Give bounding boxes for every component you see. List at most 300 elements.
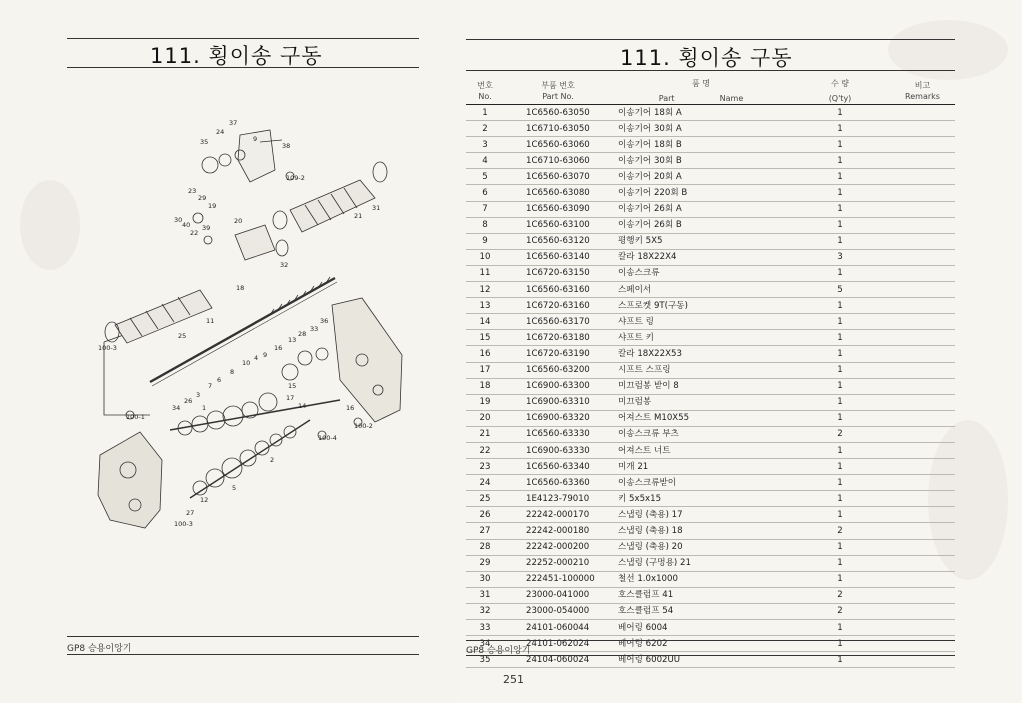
row-no: 25 xyxy=(466,491,504,507)
table-row xyxy=(466,185,955,201)
callout-label: 26 xyxy=(184,397,193,405)
row-part-number: 24101-062024 xyxy=(504,636,612,652)
row-part-name: 스냅링 (축용) 18 xyxy=(612,523,790,539)
row-remarks xyxy=(890,587,955,603)
row-no: 12 xyxy=(466,282,504,298)
callout-label: 16 xyxy=(274,344,283,352)
header-part-no-ko: 부품 번호 xyxy=(541,81,575,90)
row-quantity: 1 xyxy=(790,346,890,362)
callout-label: 18 xyxy=(236,284,245,292)
table-row xyxy=(466,346,955,362)
row-remarks xyxy=(890,298,955,314)
row-part-name: 어져스트 M10X55 xyxy=(612,410,790,426)
row-part-name: 시프트 스프링 xyxy=(612,362,790,378)
row-part-number: 1C6560-63170 xyxy=(504,314,612,330)
ref-code-label: 109-2 xyxy=(286,174,305,182)
row-part-number: 1C6720-63180 xyxy=(504,330,612,346)
table-row xyxy=(466,314,955,330)
row-quantity: 1 xyxy=(790,298,890,314)
callout-label: 4 xyxy=(254,354,259,362)
row-no: 31 xyxy=(466,587,504,603)
row-quantity: 2 xyxy=(790,587,890,603)
callout-label: 7 xyxy=(208,382,213,390)
page-smudge xyxy=(20,180,80,270)
row-part-name: 칼라 18X22X4 xyxy=(612,249,790,265)
row-quantity: 1 xyxy=(790,442,890,458)
callout-label: 37 xyxy=(229,119,238,127)
row-part-number: 1C6560-63340 xyxy=(504,459,612,475)
row-part-number: 23000-054000 xyxy=(504,603,612,619)
callout-label: 24 xyxy=(216,128,225,136)
row-quantity: 1 xyxy=(790,394,890,410)
row-remarks xyxy=(890,282,955,298)
ref-code-label: 100-2 xyxy=(354,422,373,430)
row-no: 28 xyxy=(466,539,504,555)
page-smudge xyxy=(888,20,1008,80)
row-remarks xyxy=(890,636,955,652)
callout-label: 32 xyxy=(280,261,289,269)
row-remarks xyxy=(890,475,955,491)
row-remarks xyxy=(890,539,955,555)
row-no: 33 xyxy=(466,620,504,636)
callout-label: 6 xyxy=(217,376,222,384)
row-quantity: 1 xyxy=(790,378,890,394)
row-part-number: 1C6720-63190 xyxy=(504,346,612,362)
callout-label: 39 xyxy=(202,224,211,232)
row-remarks xyxy=(890,507,955,523)
callout-label: 2 xyxy=(270,456,275,464)
callout-label: 27 xyxy=(186,509,195,517)
row-remarks xyxy=(890,620,955,636)
row-part-number: 1C6560-63200 xyxy=(504,362,612,378)
callout-label: 9 xyxy=(253,135,258,143)
row-quantity: 1 xyxy=(790,539,890,555)
row-remarks xyxy=(890,459,955,475)
footer-rule-bottom xyxy=(67,654,419,655)
row-quantity: 1 xyxy=(790,330,890,346)
row-part-number: 1C6560-63080 xyxy=(504,185,612,201)
callout-label: 20 xyxy=(234,217,243,225)
row-part-number: 24101-060044 xyxy=(504,620,612,636)
header-no xyxy=(466,78,504,105)
table-row xyxy=(466,265,955,281)
row-remarks xyxy=(890,153,955,169)
row-quantity: 1 xyxy=(790,169,890,185)
left-page-footer: GP8 승용이앙기 xyxy=(67,644,132,654)
row-quantity: 1 xyxy=(790,620,890,636)
row-quantity: 1 xyxy=(790,153,890,169)
row-no: 24 xyxy=(466,475,504,491)
table-row xyxy=(466,394,955,410)
callout-label: 19 xyxy=(208,202,217,210)
callout-label: 10 xyxy=(242,359,251,367)
row-part-number: 1C6560-63360 xyxy=(504,475,612,491)
table-row xyxy=(466,201,955,217)
row-part-number: 1E4123-79010 xyxy=(504,491,612,507)
title-rule-bottom xyxy=(466,70,955,71)
table-row xyxy=(466,233,955,249)
callout-label: 9 xyxy=(263,351,268,359)
header-qty xyxy=(790,78,890,105)
row-remarks xyxy=(890,603,955,619)
callout-label: 11 xyxy=(206,317,215,325)
row-no: 17 xyxy=(466,362,504,378)
row-no: 34 xyxy=(466,636,504,652)
row-part-name: 키 5x5x15 xyxy=(612,491,790,507)
table-header-row xyxy=(466,78,955,105)
row-remarks xyxy=(890,233,955,249)
table-row xyxy=(466,282,955,298)
hose-clamp xyxy=(273,211,287,229)
footer-rule-top xyxy=(466,640,955,641)
row-part-number: 1C6560-63140 xyxy=(504,249,612,265)
row-part-number: 23000-041000 xyxy=(504,587,612,603)
callout-label: 12 xyxy=(200,496,209,504)
header-name-en-part: Part xyxy=(658,94,675,103)
table-row xyxy=(466,571,955,587)
row-no: 10 xyxy=(466,249,504,265)
callout-label: 14 xyxy=(298,402,307,410)
header-no-en: No. xyxy=(478,92,492,101)
row-quantity: 1 xyxy=(790,105,890,121)
header-name-ko: 품 명 xyxy=(692,79,710,88)
row-remarks xyxy=(890,346,955,362)
row-quantity: 3 xyxy=(790,249,890,265)
row-part-name: 이송기어 18회 A xyxy=(612,105,790,121)
row-quantity: 1 xyxy=(790,475,890,491)
header-part-no-en: Part No. xyxy=(542,92,574,101)
row-quantity: 1 xyxy=(790,201,890,217)
row-remarks xyxy=(890,265,955,281)
title-rule-bottom xyxy=(67,67,419,68)
table-row xyxy=(466,249,955,265)
table-row xyxy=(466,491,955,507)
row-part-number: 1C6720-63160 xyxy=(504,298,612,314)
ref-code-label: 100-3 xyxy=(98,344,117,352)
left-page-title: 111. 횡이송 구동 xyxy=(150,44,323,68)
table-row xyxy=(466,507,955,523)
callout-label: 5 xyxy=(232,484,237,492)
table-row xyxy=(466,603,955,619)
row-quantity: 1 xyxy=(790,233,890,249)
callout-label: 3 xyxy=(196,391,201,399)
row-remarks xyxy=(890,105,955,121)
ref-code-label: 100-1 xyxy=(126,413,145,421)
table-row xyxy=(466,555,955,571)
header-qty-en: (Q'ty) xyxy=(828,94,852,103)
row-no: 3 xyxy=(466,137,504,153)
transmission-shaft xyxy=(170,400,340,430)
callout-label: 40 xyxy=(182,221,191,229)
ref-code-label: 100-3 xyxy=(174,520,193,528)
row-no: 7 xyxy=(466,201,504,217)
gear-stack-upper xyxy=(178,348,328,435)
row-part-number: 24104-060024 xyxy=(504,652,612,668)
footer-rule-bottom xyxy=(466,655,955,656)
right-page-footer: GP8 승용이앙기 xyxy=(466,646,531,656)
row-quantity: 1 xyxy=(790,362,890,378)
callout-label: 38 xyxy=(282,142,291,150)
table-row xyxy=(466,121,955,137)
row-part-name: 칼라 18X22X53 xyxy=(612,346,790,362)
row-remarks xyxy=(890,330,955,346)
table-row xyxy=(466,105,955,121)
table-row xyxy=(466,362,955,378)
row-quantity: 1 xyxy=(790,410,890,426)
row-no: 9 xyxy=(466,233,504,249)
row-quantity: 1 xyxy=(790,652,890,668)
row-no: 1 xyxy=(466,105,504,121)
row-no: 8 xyxy=(466,217,504,233)
screw-boot-lower xyxy=(105,290,215,343)
row-part-name: 미끄럼봉 받이 8 xyxy=(612,378,790,394)
row-part-number: 1C6900-63300 xyxy=(504,378,612,394)
row-part-number: 222451-100000 xyxy=(504,571,612,587)
row-part-number: 1C6900-63330 xyxy=(504,442,612,458)
row-part-name: 베어링 6002UU xyxy=(612,652,790,668)
row-remarks xyxy=(890,169,955,185)
row-part-name: 베어링 6202 xyxy=(612,636,790,652)
row-remarks xyxy=(890,523,955,539)
callout-label: 25 xyxy=(178,332,187,340)
transmission-case xyxy=(98,432,162,528)
row-quantity: 1 xyxy=(790,507,890,523)
row-quantity: 5 xyxy=(790,282,890,298)
row-no: 6 xyxy=(466,185,504,201)
gear-housing-cover xyxy=(332,298,402,422)
row-part-name: 어져스트 너트 xyxy=(612,442,790,458)
row-no: 35 xyxy=(466,652,504,668)
row-remarks xyxy=(890,249,955,265)
row-remarks xyxy=(890,555,955,571)
row-remarks xyxy=(890,571,955,587)
header-qty-ko: 수 량 xyxy=(831,79,849,88)
table-row xyxy=(466,620,955,636)
row-part-name: 이송기어 26회 B xyxy=(612,217,790,233)
row-part-number: 1C6710-63050 xyxy=(504,121,612,137)
row-part-name: 미개 21 xyxy=(612,459,790,475)
header-no-ko: 번호 xyxy=(477,81,493,90)
title-rule-top xyxy=(466,39,955,40)
row-part-name: 이송기어 26회 A xyxy=(612,201,790,217)
table-row xyxy=(466,410,955,426)
row-remarks xyxy=(890,410,955,426)
row-part-name: 호스클럼프 41 xyxy=(612,587,790,603)
row-part-name: 이송기어 220회 B xyxy=(612,185,790,201)
row-no: 27 xyxy=(466,523,504,539)
row-no: 4 xyxy=(466,153,504,169)
right-page-title: 111. 횡이송 구동 xyxy=(620,46,793,70)
page-number: 251 xyxy=(503,673,524,686)
row-part-name: 미끄럼봉 xyxy=(612,394,790,410)
row-remarks xyxy=(890,201,955,217)
row-part-number: 1C6560-63330 xyxy=(504,426,612,442)
row-remarks xyxy=(890,442,955,458)
row-quantity: 1 xyxy=(790,217,890,233)
row-remarks xyxy=(890,185,955,201)
table-row xyxy=(466,426,955,442)
bearing-ring xyxy=(219,154,231,166)
table-row xyxy=(466,442,955,458)
row-quantity: 2 xyxy=(790,603,890,619)
screw-boot-upper xyxy=(290,162,387,232)
row-no: 16 xyxy=(466,346,504,362)
row-part-number: 22252-000210 xyxy=(504,555,612,571)
row-part-number: 1C6560-63090 xyxy=(504,201,612,217)
row-part-name: 철선 1.0x1000 xyxy=(612,571,790,587)
callout-label: 21 xyxy=(354,212,363,220)
row-part-number: 1C6900-63310 xyxy=(504,394,612,410)
table-row xyxy=(466,378,955,394)
row-quantity: 1 xyxy=(790,555,890,571)
header-remarks xyxy=(890,78,955,105)
callout-label: 13 xyxy=(288,336,297,344)
row-part-name: 이송기어 30회 B xyxy=(612,153,790,169)
row-no: 23 xyxy=(466,459,504,475)
header-part-no xyxy=(504,78,612,105)
row-quantity: 1 xyxy=(790,314,890,330)
table-row xyxy=(466,459,955,475)
bearing-ring xyxy=(202,157,218,173)
table-row xyxy=(466,523,955,539)
callout-label: 31 xyxy=(372,204,381,212)
row-quantity: 1 xyxy=(790,459,890,475)
table-row xyxy=(466,539,955,555)
row-part-number: 1C6560-63100 xyxy=(504,217,612,233)
row-part-name: 이송기어 30회 A xyxy=(612,121,790,137)
row-no: 5 xyxy=(466,169,504,185)
exploded-parts-diagram xyxy=(90,110,420,540)
ref-code-label: 100-4 xyxy=(318,434,337,442)
callout-label: 30 xyxy=(174,216,183,224)
row-part-name: 샤프트 키 xyxy=(612,330,790,346)
row-part-name: 이송스크류받이 xyxy=(612,475,790,491)
parts-table-body xyxy=(466,105,955,668)
row-part-name: 스냅링 (축용) 20 xyxy=(612,539,790,555)
lower-shaft xyxy=(190,420,310,498)
row-remarks xyxy=(890,217,955,233)
title-rule-top xyxy=(67,38,419,39)
row-part-name: 베어링 6004 xyxy=(612,620,790,636)
row-part-number: 1C6560-63050 xyxy=(504,105,612,121)
row-part-number: 22242-000180 xyxy=(504,523,612,539)
row-remarks xyxy=(890,362,955,378)
row-part-name: 평행키 5X5 xyxy=(612,233,790,249)
callout-label: 8 xyxy=(230,368,235,376)
row-part-name: 이송기어 18회 B xyxy=(612,137,790,153)
callout-label: 1 xyxy=(202,404,207,412)
row-part-number: 1C6710-63060 xyxy=(504,153,612,169)
row-part-name: 스페이서 xyxy=(612,282,790,298)
callout-label: 35 xyxy=(200,138,209,146)
row-quantity: 2 xyxy=(790,426,890,442)
row-no: 2 xyxy=(466,121,504,137)
row-remarks xyxy=(890,137,955,153)
row-quantity: 1 xyxy=(790,121,890,137)
row-part-name: 호스클럼프 54 xyxy=(612,603,790,619)
callout-label: 22 xyxy=(190,229,199,237)
table-row xyxy=(466,587,955,603)
callout-label: 33 xyxy=(310,325,319,333)
parts-table xyxy=(466,78,955,668)
row-quantity: 2 xyxy=(790,523,890,539)
row-quantity: 1 xyxy=(790,491,890,507)
header-name xyxy=(612,78,790,105)
screw-support xyxy=(235,225,275,260)
row-part-name: 이송스크류 부츠 xyxy=(612,426,790,442)
washer xyxy=(204,236,212,244)
row-part-name: 스프로켓 9T(구동) xyxy=(612,298,790,314)
callout-label: 28 xyxy=(298,330,307,338)
header-name-en-name: Name xyxy=(719,94,744,103)
row-part-name: 스냅링 (구멍용) 21 xyxy=(612,555,790,571)
table-row xyxy=(466,153,955,169)
row-remarks xyxy=(890,121,955,137)
row-part-number: 1C6560-63060 xyxy=(504,137,612,153)
row-remarks xyxy=(890,394,955,410)
row-part-number: 1C6900-63320 xyxy=(504,410,612,426)
hose-clamp xyxy=(276,240,288,256)
table-row xyxy=(466,330,955,346)
row-no: 30 xyxy=(466,571,504,587)
row-remarks xyxy=(890,314,955,330)
row-remarks xyxy=(890,491,955,507)
diagram-frame-line xyxy=(104,342,150,415)
row-no: 13 xyxy=(466,298,504,314)
table-row xyxy=(466,217,955,233)
washer xyxy=(193,213,203,223)
row-no: 20 xyxy=(466,410,504,426)
table-row xyxy=(466,169,955,185)
row-quantity: 1 xyxy=(790,185,890,201)
header-remarks-ko: 비고 xyxy=(914,81,931,90)
row-quantity: 1 xyxy=(790,137,890,153)
row-remarks xyxy=(890,378,955,394)
row-remarks xyxy=(890,426,955,442)
row-quantity: 1 xyxy=(790,265,890,281)
row-part-number: 22242-000200 xyxy=(504,539,612,555)
callout-label: 15 xyxy=(288,382,297,390)
table-row xyxy=(466,636,955,652)
left-page xyxy=(0,0,458,703)
header-remarks-en: Remarks xyxy=(905,92,940,101)
row-no: 21 xyxy=(466,426,504,442)
footer-rule-top xyxy=(67,636,419,637)
row-no: 11 xyxy=(466,265,504,281)
row-quantity: 1 xyxy=(790,571,890,587)
callout-label: 23 xyxy=(188,187,197,195)
row-part-number: 1C6720-63150 xyxy=(504,265,612,281)
row-part-number: 1C6560-63160 xyxy=(504,282,612,298)
table-row xyxy=(466,137,955,153)
row-part-name: 이송스크류 xyxy=(612,265,790,281)
row-no: 26 xyxy=(466,507,504,523)
callout-label: 36 xyxy=(320,317,329,325)
row-quantity: 1 xyxy=(790,636,890,652)
row-part-number: 1C6560-63070 xyxy=(504,169,612,185)
callout-label: 17 xyxy=(286,394,295,402)
row-part-number: 1C6560-63120 xyxy=(504,233,612,249)
ref-code-label: 16 xyxy=(346,404,355,412)
row-part-name: 스냅링 (축용) 17 xyxy=(612,507,790,523)
row-no: 19 xyxy=(466,394,504,410)
row-part-name: 샤프트 링 xyxy=(612,314,790,330)
row-no: 22 xyxy=(466,442,504,458)
row-part-name: 이송기어 20회 A xyxy=(612,169,790,185)
table-row xyxy=(466,475,955,491)
table-row xyxy=(466,298,955,314)
callout-label: 34 xyxy=(172,404,181,412)
